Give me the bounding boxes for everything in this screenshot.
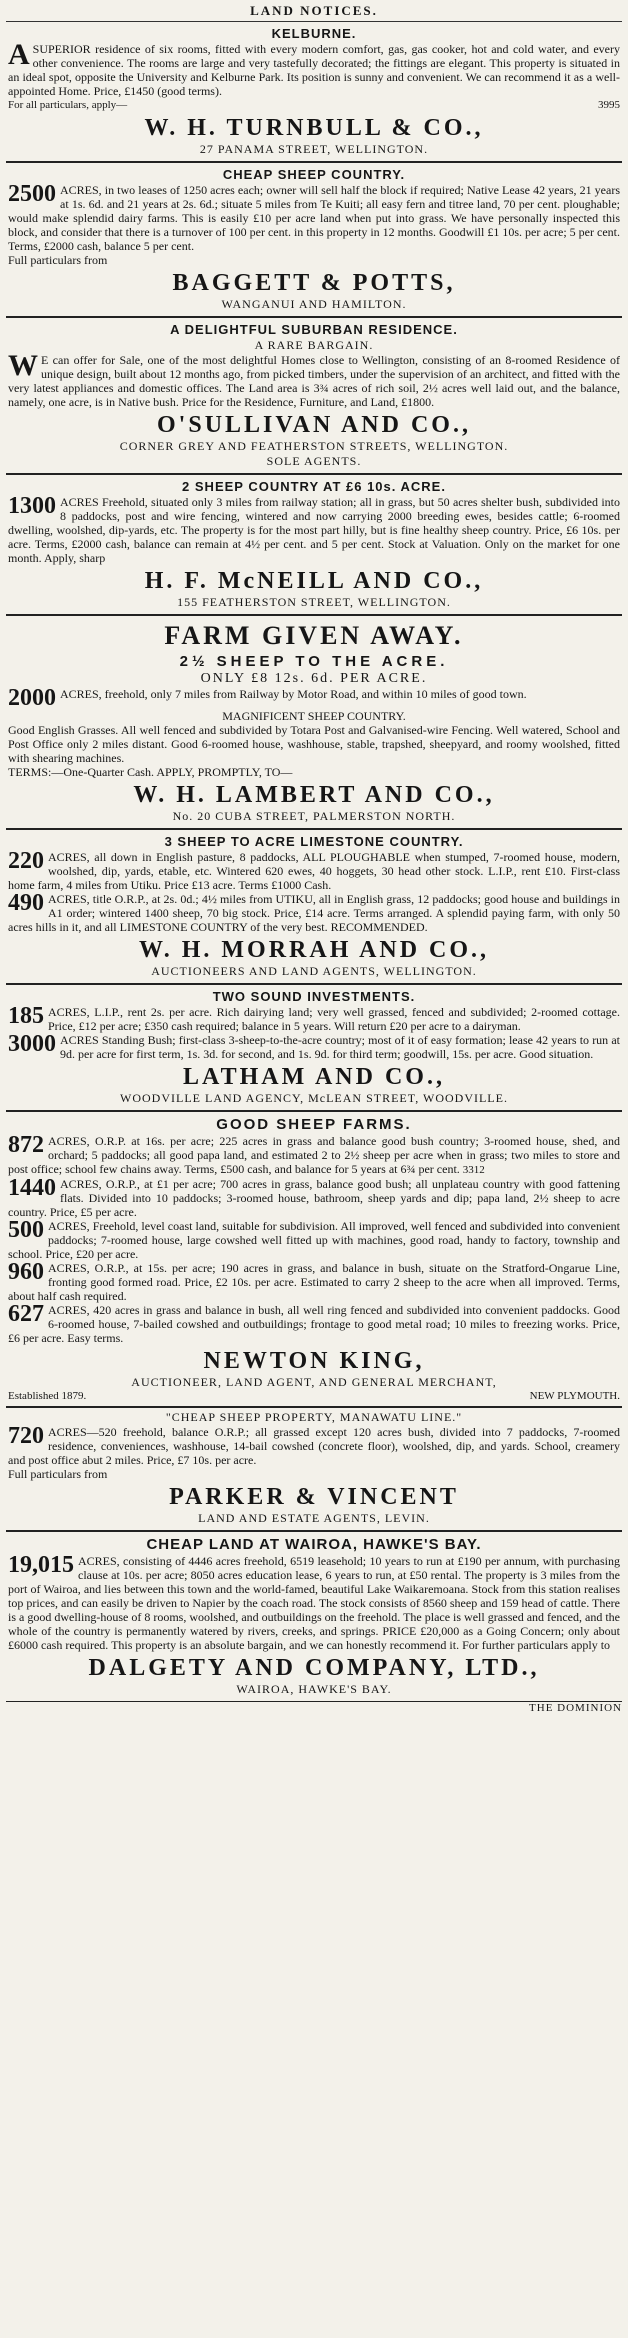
ad-paragraph (8, 1303, 620, 1345)
ad-address-2: SOLE AGENTS. (266, 454, 362, 468)
ad-text: ACRES—520 freehold, balance O.R.P.; all grassed except 120 acres bush, divided into 7 paddocks, 7-roomed residence, conveniences, washhouse, 14-bail cowshed (concrete floor), woolshed, dip, and yards. School, creamery and post office abut 2 miles. Price, £7 10s. per acre. (8, 1425, 620, 1467)
ad-lead: 1300 (8, 493, 56, 519)
ad-subtitle: 2½ SHEEP TO THE ACRE. (179, 653, 449, 670)
ad-title: CHEAP SHEEP COUNTRY. (222, 167, 406, 182)
ad-text: ACRES, freehold, only 7 miles from Railway by Motor Road, and within 10 miles of good town. (60, 687, 527, 701)
newspaper-page (6, 0, 622, 2338)
ad-paragraph (8, 1177, 620, 1219)
ad-lead: 627 (8, 1301, 44, 1327)
ad-title: CHEAP LAND AT WAIROA, HAWKE'S BAY. (146, 1536, 482, 1553)
ad-firm: BAGGETT & POTTS, (172, 270, 456, 296)
ad-paragraph (8, 892, 620, 934)
footer-fragment: THE DOMINION (529, 1702, 622, 1714)
ad-lead: 872 (8, 1132, 44, 1158)
ad-text: ACRES, Freehold, level coast land, suitable for subdivision. All improved, well fenced and subdivided into convenient paddocks; 7-roomed house, large cowshed well fitted up with machines, good road, handy to factory, township and school. Price, £20 per acre. (8, 1219, 620, 1261)
ad-established: Established 1879. (8, 1390, 87, 1402)
ad-text: TERMS:—One-Quarter Cash. APPLY, PROMPTLY, TO— (8, 765, 293, 779)
ad-text: ACRES, 420 acres in grass and balance in bush, all well ring fenced and subdivided into convenient paddocks. Good 6-roomed house, 7-bailed cowshed and outbuildings; frontage to good metal road; 10 miles to freezing works. Price, £6 per acre. Easy terms. (8, 1303, 620, 1345)
ad-title: TWO SOUND INVESTMENTS. (212, 989, 416, 1004)
ad-lead: 220 (8, 848, 44, 874)
ad-address: 155 FEATHERSTON STREET, WELLINGTON. (177, 595, 451, 609)
ad-text: Good English Grasses. All well fenced and subdivided by Totara Post and Galvanised-wire Fencing. Well watered, School and Post Office only 2 miles distant. Good 6-roomed house, washhouse, stable, trapshed, sheepyard, and roomy woolshed, fitted with shearing machines. (8, 723, 620, 765)
ad-text: ACRES, all down in English pasture, 8 paddocks, ALL PLOUGHABLE when stumped, 7-roomed house, modern, woolshed, dip, yards, etable, etc. Wintered 620 ewes, 40 hoggets, 30 head other stock. L.I.P., rent £10. First-class home farm, 4 miles from Utiku. Price £13 acre. Terms £1000 Cash. (8, 850, 620, 892)
ad-cheap-sheep (6, 163, 622, 318)
ad-suburban (6, 318, 622, 475)
ad-firm: DALGETY AND COMPANY, LTD., (88, 1655, 540, 1681)
ad-firm: H. F. McNEILL AND CO., (144, 568, 484, 594)
ad-address: 27 PANAMA STREET, WELLINGTON. (199, 142, 429, 156)
ad-lead: 19,015 (8, 1552, 74, 1578)
ad-title: 2 SHEEP COUNTRY AT £6 10s. ACRE. (182, 479, 446, 494)
ad-firm: W. H. LAMBERT AND CO., (133, 782, 495, 808)
ad-text: ACRES, in two leases of 1250 acres each; owner will sell half the block if required; Native Lease 42 years, 21 years at 1s. 6d. and 21 years at 2s. 6d.; situate 5 miles from Te Kuiti; all easy fern and titree land, 70 per cent. ploughable; would make splendid dairy farms. This is easily £10 per acre land when put into grass. We have personally inspected this block, and consider that there is a turnover of 100 per cent. in this property in 12 months. Goodwill £1 10s. per acre; 5 per cent. Terms, £2000 cash, balance 5 per cent. (8, 183, 620, 253)
ad-title: "CHEAP SHEEP PROPERTY, MANAWATU LINE." (165, 1410, 463, 1424)
ad-paragraph (8, 349, 620, 409)
ad-address: WOODVILLE LAND AGENCY, McLEAN STREET, WOODVILLE. (120, 1091, 508, 1105)
ad-text: ACRES, consisting of 4446 acres freehold, 6519 leasehold; 10 years to run at £190 per annum, with purchasing clause at 10s. per acre; 8050 acres education lease, 6 years to run, at £50 rental. The property is 3 miles from the port of Wairoa, and lies between this town and the world-famed, beautiful Lake Waikaremoana. Stock from this station realises top prices, and can easily be driven to Napier by the coach road. The stock consists of 8560 sheep and 159 head of cattle. There is a good dwelling-house of 8 rooms, woolshed, and outbuildings on the freehold. The place is well grassed and fenced, and the whole of the country is permanently watered by rivers, creeks, and springs. PRICE £20,000 as a Going Concern; only about £6000 cash required. This property is an absolute bargain, and we can honestly recommend it. For further particulars apply to (8, 1554, 620, 1652)
ad-text: ACRES, L.I.P., rent 2s. per acre. Rich dairying land; very well grassed, fenced and subdivided; 2-roomed cottage. Price, £12 per acre; £350 cash required; balance in 5 years. Will return £20 per acre to a dairyman. (48, 1005, 620, 1033)
ad-paragraph (8, 1425, 620, 1467)
ad-address: AUCTIONEERS AND LAND AGENTS, WELLINGTON. (151, 964, 477, 978)
ad-kelburne (6, 22, 622, 163)
ad-limestone (6, 830, 622, 985)
ad-address: AUCTIONEER, LAND AGENT, AND GENERAL MERCHANT, (131, 1375, 497, 1389)
ad-text: Full particulars from (8, 1467, 108, 1481)
ad-address: LAND AND ESTATE AGENTS, LEVIN. (198, 1511, 430, 1525)
ad-lead: W (8, 349, 38, 382)
ad-good-sheep-farms (6, 1112, 622, 1408)
ad-text: ACRES Freehold, situated only 3 miles from railway station; all in grass, but 50 acres shelter bush, subdivided into 8 paddocks, post and wire fencing, wintered and now carrying 2000 breeding ewes, besides cattle; 6-roomed dwelling, woolshed, dip-yards, etc. The property is for the most part hilly, but is fine healthy sheep country. Price, £6 10s. per acre. Terms, £2000 cash, balance can remain at 4½ per cent. and 5 per cent. Stock at Valuation. Only on the market for one month. Apply, sharp (8, 495, 620, 565)
ad-title: GOOD SHEEP FARMS. (216, 1116, 412, 1133)
ad-paragraph (8, 1033, 620, 1061)
ad-paragraph (8, 685, 620, 711)
ad-lead: 2500 (8, 181, 56, 207)
ad-lead: 185 (8, 1003, 44, 1029)
section-header: LAND NOTICES. (6, 3, 622, 22)
ad-title: KELBURNE. (271, 26, 357, 41)
ad-lead: 2000 (8, 685, 56, 711)
ad-paragraph (8, 1554, 620, 1652)
ad-text: ACRES, O.R.P., at 15s. per acre; 190 acres in grass, and balance in bush, situate on the Stratford-Ongarue Line, fronting good formed road. Price, £2 10s. per acre. Estimated to carry 2 sheep to the acre when all improved. Terms, about half cash required. (8, 1261, 620, 1303)
ad-wairoa (6, 1532, 622, 1702)
ad-ref: 3312 (462, 1164, 485, 1176)
ad-lead: 1440 (8, 1175, 56, 1201)
ad-firm: NEWTON KING, (203, 1348, 425, 1374)
ad-paragraph (8, 1219, 620, 1261)
ad-firm: O'SULLIVAN AND CO., (157, 412, 471, 438)
ad-title: FARM GIVEN AWAY. (164, 621, 464, 650)
ad-firm: PARKER & VINCENT (169, 1484, 459, 1510)
ad-ref: 3995 (598, 99, 620, 111)
ad-paragraph (8, 1005, 620, 1033)
ad-investments (6, 985, 622, 1112)
ad-firm: W. H. TURNBULL & CO., (144, 115, 484, 141)
ad-town: NEW PLYMOUTH. (529, 1390, 620, 1402)
ad-firm: W. H. MORRAH AND CO., (138, 937, 490, 963)
ad-lead: 720 (8, 1423, 44, 1449)
ad-lead: 3000 (8, 1031, 56, 1057)
ad-paragraph (8, 1134, 620, 1177)
ad-price: ONLY £8 12s. 6d. PER ACRE. (200, 671, 428, 686)
ad-address: WAIROA, HAWKE'S BAY. (236, 1682, 392, 1696)
ad-text: ACRES, O.R.P. at 16s. per acre; 225 acres in grass and balance good bush country; 3-roomed house, shed, and orchard; 5 paddocks; all good papa land, and estimated 2 to 2½ sheep per acre when in grass; two miles to store and post office; school few chains away. Terms, £500 cash, and balance for 5 years at 6¾ per cent. (8, 1134, 620, 1176)
ad-lead: 490 (8, 890, 44, 916)
ad-manawatu (6, 1408, 622, 1532)
ad-paragraph (8, 38, 620, 98)
ad-lead: 960 (8, 1259, 44, 1285)
ad-text: For all particulars, apply— (8, 99, 128, 111)
ad-lead: 500 (8, 1217, 44, 1243)
ad-title: 3 SHEEP TO ACRE LIMESTONE COUNTRY. (164, 834, 464, 849)
ad-paragraph (8, 1261, 620, 1303)
ad-text: E can offer for Sale, one of the most delightful Homes close to Wellington, consisting of an 8-roomed Residence of unique design, built about 12 months ago, from picked timbers, under the supervision of an architect, and fitted with the very latest appliances and domestic offices. The Land area is 3¾ acres of rich soil, 2½ acres well laid out, and the balance, namely, one acre, is in Native bush. Price for the Residence, Furniture, and Land, £1800. (8, 353, 620, 409)
ad-two-sheep (6, 475, 622, 616)
ad-farm-given-away (6, 616, 622, 830)
ad-lead: A (8, 38, 30, 71)
ad-address: WANGANUI AND HAMILTON. (221, 297, 407, 311)
ad-subtitle: A RARE BARGAIN. (254, 338, 374, 352)
ad-address: No. 20 CUBA STREET, PALMERSTON NORTH. (172, 809, 456, 823)
ad-paragraph (8, 495, 620, 565)
ad-text: MAGNIFICENT SHEEP COUNTRY. (222, 709, 406, 723)
ad-text: ACRES, title O.R.P., at 2s. 0d.; 4½ miles from UTIKU, all in English grass, 12 paddocks; good house and buildings in A1 order; wintered 1400 sheep, 70 big stock. Price, £14 acre. Terms arranged. A splendid paying farm, with only 50 acres hills in it, and all LIMESTONE COUNTRY of the very best. RECOMMENDED. (8, 892, 620, 934)
ad-address: CORNER GREY AND FEATHERSTON STREETS, WELLINGTON. (119, 439, 509, 453)
ad-text: Full particulars from (8, 253, 108, 267)
ad-text: ACRES, O.R.P., at £1 per acre; 700 acres in grass, balance good bush; all unplateau country with good fattening flats. Divided into 10 paddocks; 3-roomed house, bathroom, sheep yards and dip; papa land, 2½ sheep to acre country. Price, £5 per acre. (8, 1177, 620, 1219)
ad-title: A DELIGHTFUL SUBURBAN RESIDENCE. (170, 322, 458, 337)
ad-text: ACRES Standing Bush; first-class 3-sheep-to-the-acre country; most of it of easy formation; lease 42 years to run at 9d. per acre for first term, 1s. 3d. for second, and 1s. 9d. for third term; goodwill, 15s. per acre. Good situation. (60, 1033, 620, 1061)
ad-paragraph (8, 850, 620, 892)
ad-text: SUPERIOR residence of six rooms, fitted with every modern comfort, gas, gas cooker, hot and cold water, and every other convenience. The rooms are large and very tastefully decorated; the fittings are elegant. This property is situated in an ideal spot, opposite the University and Kelburne Park. Its position is sunny and convenient. We can recommend it as a well-appointed Home. Price, £1450 (good terms). (8, 42, 620, 98)
ad-firm: LATHAM AND CO., (183, 1064, 445, 1090)
ad-paragraph (8, 183, 620, 253)
